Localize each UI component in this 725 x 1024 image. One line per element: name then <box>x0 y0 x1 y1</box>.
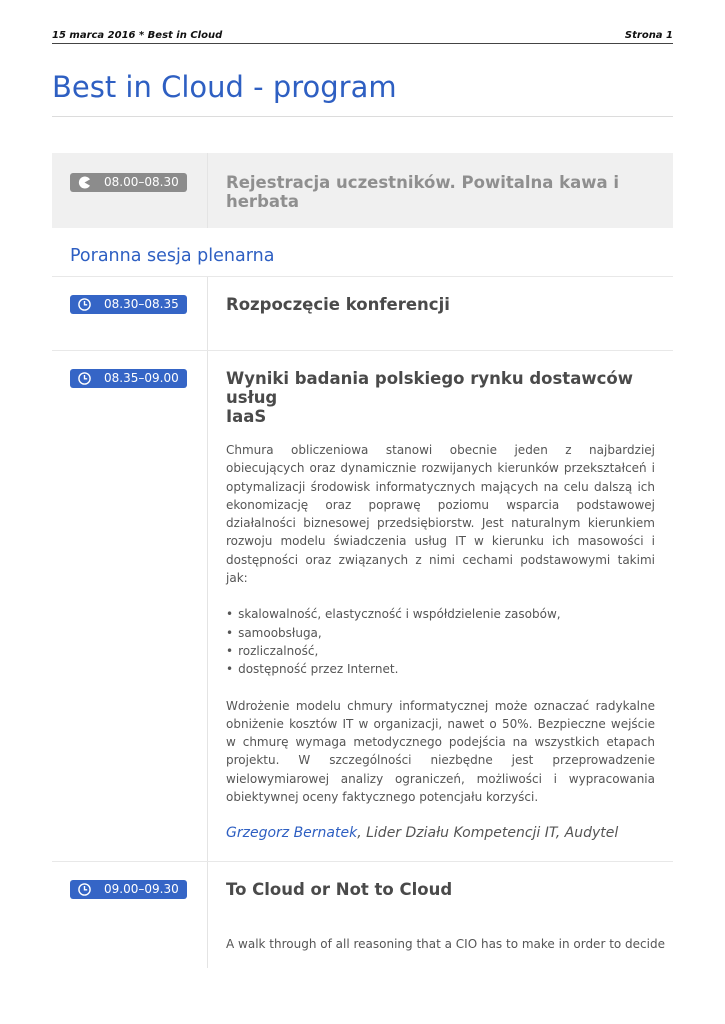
session-title <box>226 369 655 426</box>
speaker-role: , Lider Działu Kompetencji IT, Audytel <box>357 825 619 841</box>
description-paragraph: Chmura obliczeniowa stanowi obecnie jeden z najbardziej obiecujących oraz dynamicznie rozwijanych kierunków przekształceń i optymalizacji środowisk informatycznych mających na celu dalszą ich ekonomizację oraz poprawę poziomu wsparcia podstawowej działalności biznesowej przedsiębiorstw. Jest naturalnym kierunkiem rozwoju modelu świadczenia usług IT w kierunku ich masowości i dostępności oraz związanych z nimi cechami podstawowymi takimi jak: <box>226 443 655 586</box>
time-label: 09.00–09.30 <box>104 882 179 896</box>
time-column <box>52 862 208 968</box>
time-column <box>52 351 208 861</box>
section-title: Poranna sesja plenarna <box>70 246 275 266</box>
session-block <box>52 862 673 968</box>
session-title-line: Wyniki badania polskiego rynku dostawców usług <box>226 369 633 407</box>
speaker-name[interactable]: Grzegorz Bernatek <box>226 825 358 841</box>
session-title: To Cloud or Not to Cloud <box>226 880 453 899</box>
header-date-event: 15 marca 2016 * Best in Cloud <box>52 30 223 41</box>
description-paragraph: Wdrożenie modelu chmury informatycznej może oznaczać radykalne obniżenie kosztów IT w organizacji, nawet o 50%. Bezpieczne wejście w chmurę wymaga metodycznego podejścia na wszystkich etapach projektu. W szczególności niezbędne jest przeprowadzenie wielowymiarowej analizy ograniczeń, możliwości i wypracowania obiektywnej oceny faktycznego potencjału korzyści. <box>226 698 655 805</box>
session-block <box>52 277 673 350</box>
pacman-clock-icon <box>78 176 91 189</box>
session-description <box>226 441 655 806</box>
list-item: • skalowalność, elastyczność i współdzielenie zasobów, <box>226 605 655 623</box>
page-header <box>52 29 673 44</box>
clock-icon <box>78 298 91 311</box>
session-block <box>52 351 673 861</box>
clock-icon <box>78 372 91 385</box>
list-item: • samoobsługa, <box>226 624 655 642</box>
registration-title: Rejestracja uczestników. Powitalna kawa i herbata <box>226 173 620 211</box>
feature-list <box>226 605 655 678</box>
time-label: 08.00–08.30 <box>104 175 179 189</box>
page-title: Best in Cloud - program <box>52 70 397 104</box>
time-badge <box>70 880 187 899</box>
time-label: 08.35–09.00 <box>104 371 179 385</box>
time-badge <box>70 173 187 192</box>
header-page-number: Strona 1 <box>624 30 673 41</box>
description-paragraph: A walk through of all reasoning that a CIO has to make in order to decide <box>226 937 665 951</box>
session-description <box>226 935 665 953</box>
time-column <box>52 153 208 228</box>
session-title: Rozpoczęcie konferencji <box>226 295 450 314</box>
list-item: • dostępność przez Internet. <box>226 660 655 678</box>
list-item: • rozliczalność, <box>226 642 655 660</box>
time-label: 08.30–08.35 <box>104 297 179 311</box>
time-column <box>52 277 208 350</box>
clock-icon <box>78 883 91 896</box>
speaker-line <box>226 825 655 841</box>
registration-block <box>52 153 673 228</box>
session-title-line: IaaS <box>226 407 267 426</box>
title-divider <box>52 116 673 117</box>
time-badge <box>70 369 187 388</box>
time-badge <box>70 295 187 314</box>
